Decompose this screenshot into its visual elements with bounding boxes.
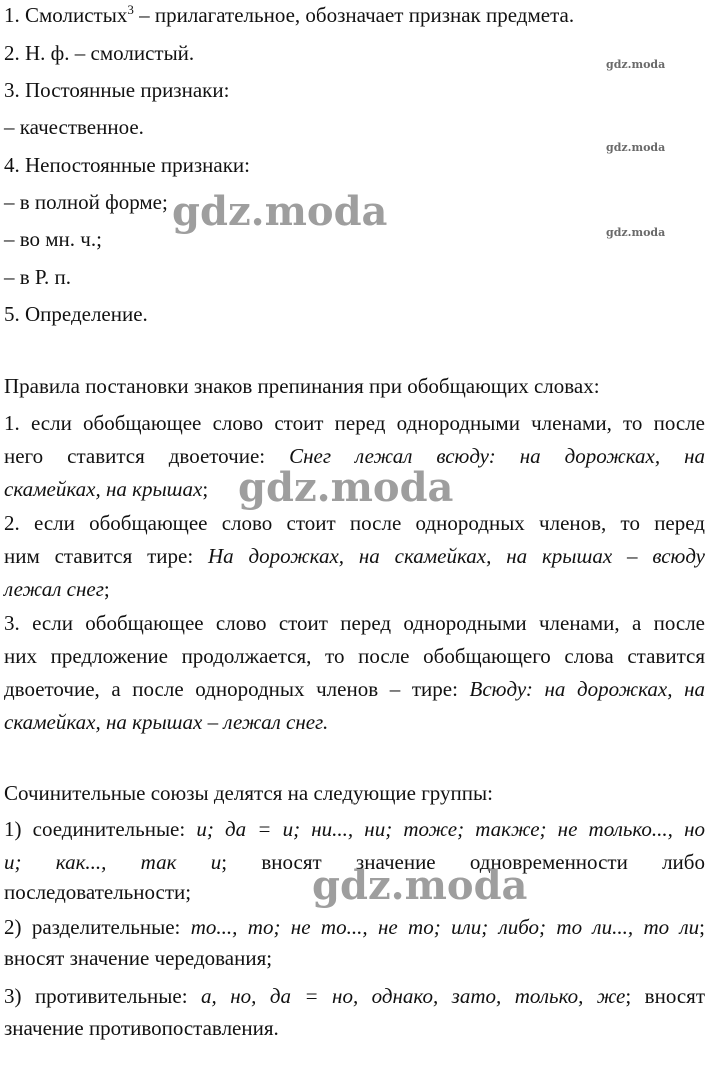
analysis-line-8: – в Р. п. [4,265,71,289]
rule2-line3: лежал снег; [4,577,110,601]
rule3-line3: двоеточие, а после однородных членов – тире: Всюду: на дорожках, на [4,677,705,701]
analysis-line-7: – во мн. ч.; [4,227,102,251]
group1-line3: последовательности; [4,880,192,904]
rule3-line4: скамейках, на крышах – лежал снег. [4,710,329,734]
rule3-line2: них предложение продолжается, то после обобщающего слова ставится [4,644,705,668]
conjunctions-heading: Сочинительные союзы делятся на следующие группы: [4,781,493,805]
watermark-small: gdz.moda [606,58,666,71]
rule2-line1: 2. если обобщающее слово стоит после однородных членов, то перед [4,511,705,535]
rule3-line1: 3. если обобщающее слово стоит перед однородными членами, а после [4,611,705,635]
rule1-line1: 1. если обобщающее слово стоит перед однородными членами, то после [4,411,705,435]
group2-line1: 2) разделительные: то..., то; не то..., не то; или; либо; то ли..., то ли; [4,915,705,939]
rule1-line3: скамейках, на крышах; [4,477,209,501]
analysis-line-3: 3. Постоянные признаки: [4,78,230,102]
rule1-line2: него ставится двоеточие: Снег лежал всюду: на дорожках, на [4,444,705,468]
group2-line2: вносят значение чередования; [4,946,273,970]
group1-line1: 1) соединительные: и; да = и; ни..., ни; тоже; также; не только..., но [4,817,705,841]
group3-line2: значение противопоставления. [4,1016,279,1040]
group3-line1: 3) противительные: а, но, да = но, однако, зато, только, же; вносят [4,984,705,1008]
analysis-line-1: 1. Смолистых$^3$ – прилагательное, обозначает признак предмета. [4,2,575,27]
watermark-logo: gdz.moda [238,464,454,511]
watermark-logo: gdz.moda [172,188,388,235]
analysis-line-2: 2. Н. ф. – смолистый. [4,41,195,65]
watermark-small: gdz.moda [606,141,666,154]
watermark-logo: gdz.moda [312,862,528,909]
rule2-line2: ним ставится тире: На дорожках, на скамейках, на крышах – всюду [4,544,705,568]
punctuation-heading: Правила постановки знаков препинания при обобщающих словах: [4,374,600,398]
analysis-line-5: 4. Непостоянные признаки: [4,153,250,177]
group1-line2: и; как..., так и; вносят значение одновременности либо [4,850,705,874]
analysis-line-6: – в полной форме; [4,190,168,214]
analysis-line-9: 5. Определение. [4,302,148,326]
analysis-line-4: – качественное. [4,115,144,139]
watermark-small: gdz.moda [606,226,666,239]
